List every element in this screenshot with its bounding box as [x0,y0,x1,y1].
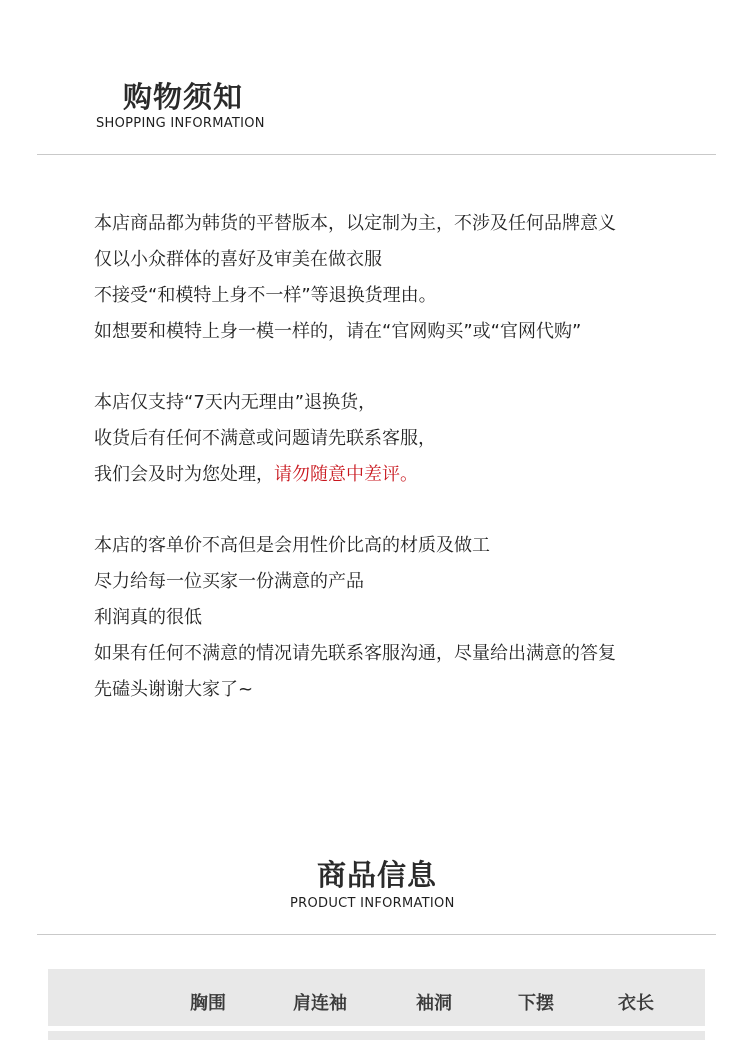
notice-line-with-warning [94,457,714,493]
notice-line: 仅以小众群体的喜好及审美在做衣服 [94,249,382,270]
shopping-info-divider [37,154,716,155]
column-hem: 下摆 [518,993,554,1014]
column-shoulder-sleeve: 肩连袖 [293,993,347,1014]
column-length: 衣长 [618,993,654,1014]
column-armhole: 袖洞 [416,993,452,1014]
product-info-title: 商品信息 [317,858,438,892]
notice-line: 先磕头谢谢大家了~ [94,679,254,700]
notice-line: 尽力给每一位买家一份满意的产品 [94,571,364,592]
size-table-row [48,1031,705,1040]
notice-paragraph-2 [94,385,714,493]
column-chest: 胸围 [190,993,226,1014]
notice-paragraph-3 [94,528,714,708]
size-table-header [48,969,705,1026]
notice-line-prefix: 我们会及时为您处理， [94,464,274,485]
notice-line: 本店的客单价不高但是会用性价比高的材质及做工 [94,535,490,556]
notice-line: 如果有任何不满意的情况请先联系客服沟通，尽量给出满意的答复 [94,643,616,664]
notice-line: 本店商品都为韩货的平替版本，以定制为主，不涉及任何品牌意义 [94,213,616,234]
notice-line: 收货后有任何不满意或问题请先联系客服， [94,428,436,449]
notice-line: 不接受“和模特上身不一样”等退换货理由。 [94,285,437,306]
product-info-subtitle: PRODUCT INFORMATION [290,896,455,911]
shopping-notice [94,206,714,743]
product-info-divider [37,934,716,935]
no-bad-review-warning: 请勿随意中差评。 [274,464,418,485]
shopping-info-subtitle: SHOPPING INFORMATION [96,116,265,131]
notice-line: 如想要和模特上身一模一样的，请在“官网购买”或“官网代购” [94,321,582,342]
notice-paragraph-1 [94,206,714,350]
notice-line: 本店仅支持“7天内无理由”退换货， [94,392,377,413]
shopping-info-title: 购物须知 [123,80,244,114]
notice-line: 利润真的很低 [94,607,202,628]
